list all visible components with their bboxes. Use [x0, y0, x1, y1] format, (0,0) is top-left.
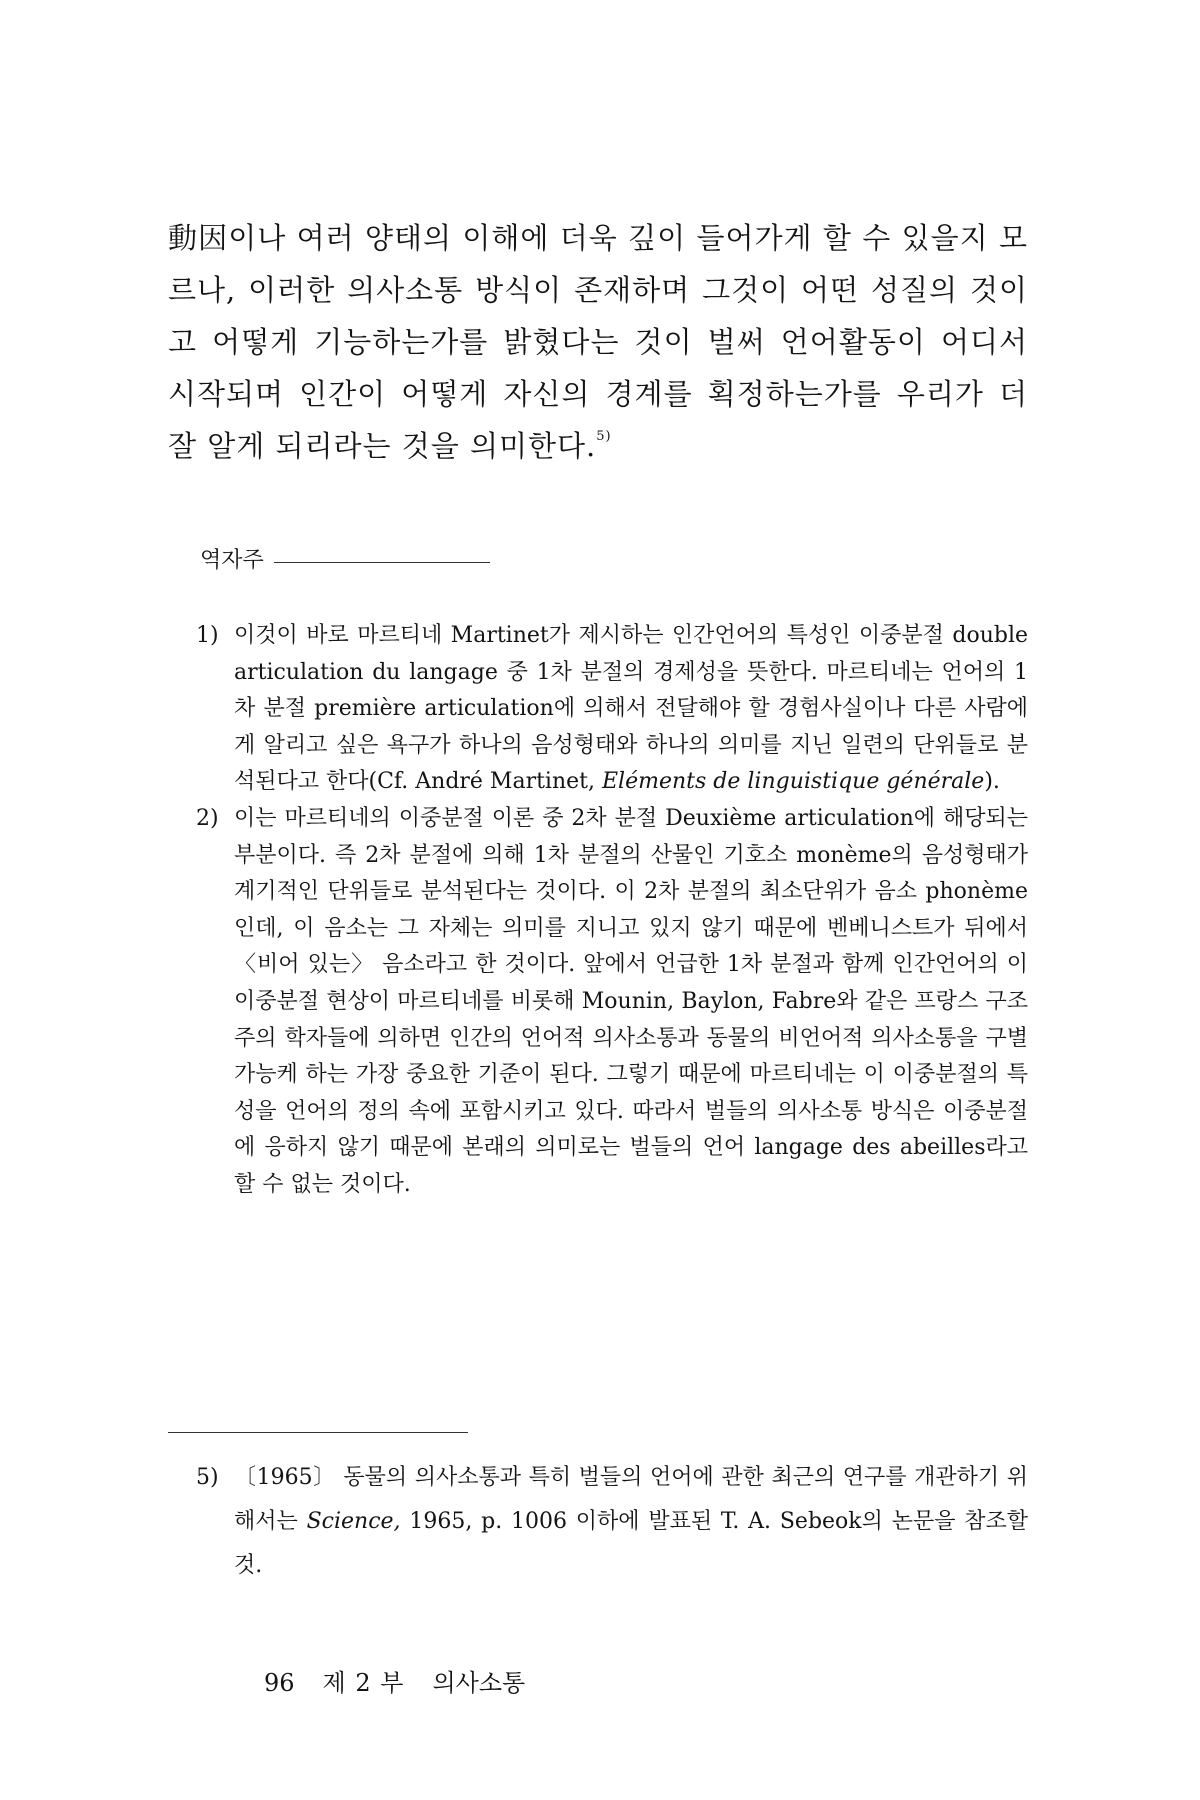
footnote-text-part: 1965, p. 1006 이하에 발표된 T. A. Sebeok의 논문을 참조할 것. — [234, 1509, 1029, 1578]
note-number: 1) — [196, 623, 219, 648]
body-paragraph — [168, 212, 1028, 472]
part-title: 의사소통 — [432, 1669, 526, 1697]
translator-notes-title: 역자주 — [200, 548, 264, 573]
page-footer — [264, 1666, 525, 1700]
translator-note-1 — [196, 618, 1028, 801]
footnotes-list — [196, 1456, 1028, 1588]
footnote-5 — [196, 1456, 1028, 1588]
note-text — [234, 618, 1028, 801]
part-label: 제 2 부 — [322, 1669, 405, 1697]
translator-notes-list — [196, 618, 1028, 1204]
translator-note-2 — [196, 801, 1028, 1204]
heading-rule — [274, 562, 490, 563]
page-number: 96 — [264, 1669, 295, 1697]
note-number: 2) — [196, 805, 219, 831]
body-text: 動因이나 여러 양태의 이해에 더욱 깊이 들어가게 할 수 있을지 모르나, 이러한 의사소통 방식이 존재하며 그것이 어떤 성질의 것이고 어떻게 기능하는가를 밝혔다는 것이 벌써 언어활동이 어디서 시작되며 인간이 어떻게 자신의 경계를 획정하는가를 우리가 더 잘 알게 되리라는 것을 의미한다. — [168, 221, 1028, 463]
note-text-part: 이것이 바로 마르티네 Martinet가 제시하는 인간언어의 특성인 이중분절 double articulation du langage 중 1차 분절의 경제성을 뜻한다. 마르티네는 언어의 1차 분절 première articulation에 의해서 전달해야 할 경험사실이나 다른 사람에게 알리고 싶은 욕구가 하나의 음성형태와 하나의 의미를 지닌 일련의 단위들로 분석된다고 한다(Cf. André Martinet, — [234, 623, 1028, 795]
footnote-text — [234, 1456, 1028, 1588]
book-title: Eléments de linguistique générale — [602, 769, 985, 795]
translator-notes-heading — [200, 546, 490, 576]
footnote-separator — [168, 1432, 468, 1433]
footnote-reference[interactable]: 5) — [596, 429, 612, 444]
footnote-number: 5) — [196, 1465, 219, 1490]
note-text: 이는 마르티네의 이중분절 이론 중 2차 분절 Deuxième articulation에 해당되는 부분이다. 즉 2차 분절에 의해 1차 분절의 산물인 기호소 monème의 음성형태가 계기적인 단위들로 분석된다는 것이다. 이 2차 분절의 최소단위가 음소 phonème인데, 이 음소는 그 자체는 의미를 지니고 있지 않기 때문에 벤베니스트가 뒤에서 〈비어 있는〉 음소라고 한 것이다. 앞에서 언급한 1차 분절과 함께 인간언어의 이 이중분절 현상이 마르티네를 비롯해 Mounin, Baylon, Fabre와 같은 프랑스 구조주의 학자들에 의하면 인간의 언어적 의사소통과 동물의 비언어적 의사소통을 구별가능케 하는 가장 중요한 기준이 된다. 그렇기 때문에 마르티네는 이 이중분절의 특성을 언어의 정의 속에 포함시키고 있다. 따라서 벌들의 의사소통 방식은 이중분절에 응하지 않기 때문에 본래의 의미로는 벌들의 언어 langage des abeilles라고 할 수 없는 것이다. — [234, 805, 1029, 1197]
note-text-part: ). — [984, 769, 1000, 795]
footnote-text-part: 〔1965〕 동물의 의사소통과 특히 벌들의 언어에 관한 최근의 연구를 개관하기 위해서는 — [234, 1465, 1028, 1534]
journal-title: Science, — [306, 1509, 401, 1534]
